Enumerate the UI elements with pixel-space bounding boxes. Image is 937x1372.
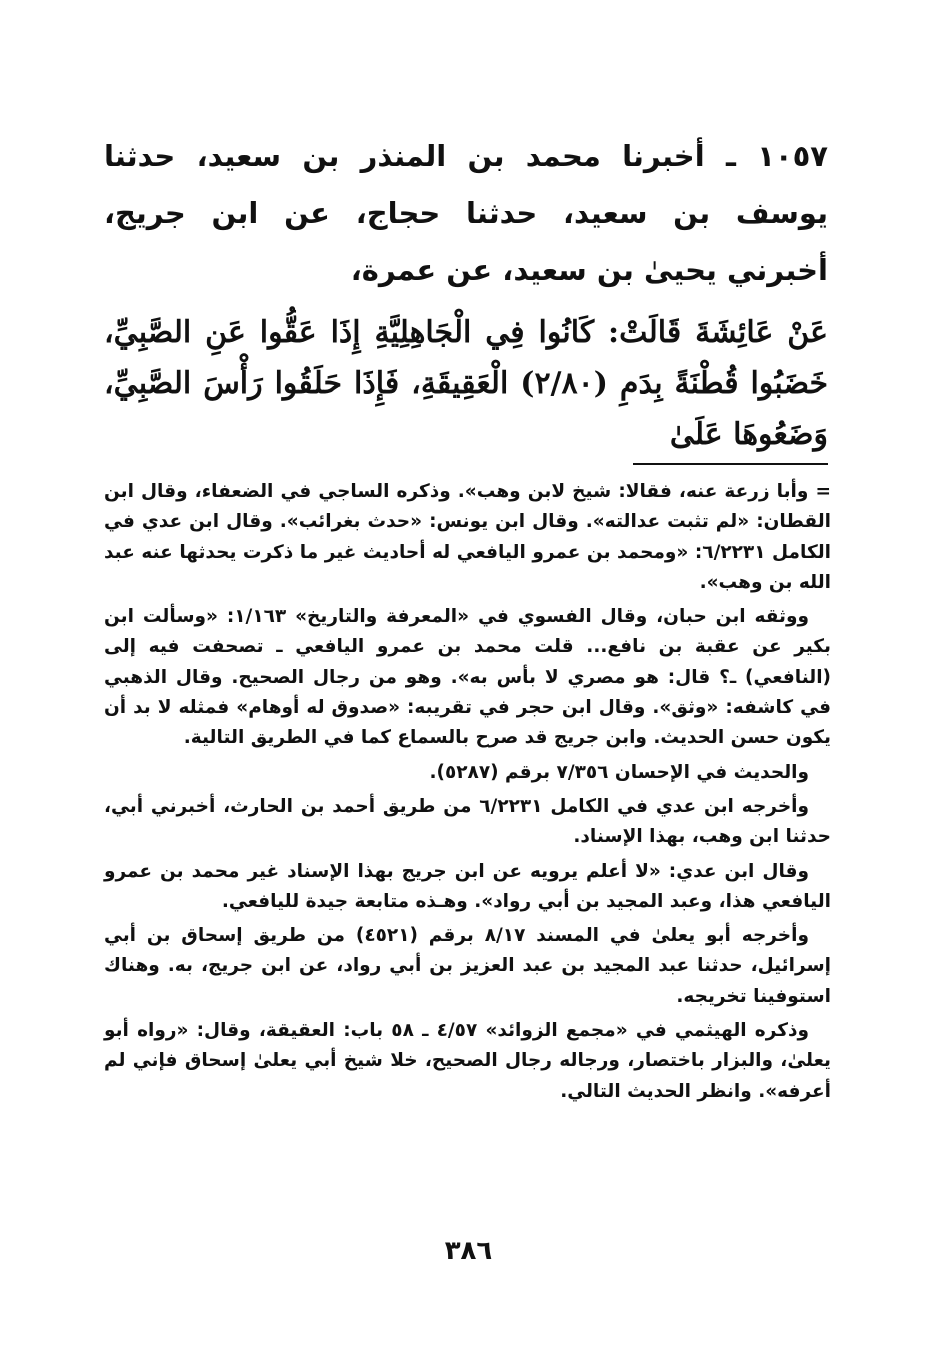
footnote-text: وأبا زرعة عنه، فقالا: شيخ لابن وهب». وذكره الساجي في الضعفاء، وقال ابن القطان: «لم تثبت عدالته». وقال ابن يونس: «حدث بغرائب». وقال ابن عدي في الكامل ٦/٢٢٣١: «ومحمد بن عمرو اليافعي له أحاديث غير ما ذكرت يحدثها عنه عبد الله بن وهب». — [104, 481, 831, 593]
footnote-paragraph: والحديث في الإحسان ٧/٣٥٦ برقم (٥٢٨٧). — [429, 761, 809, 783]
hadith-block — [104, 128, 828, 460]
hadith-isnad: أخبرنا محمد بن المنذر بن سعيد، حدثنا يوسف بن سعيد، حدثنا حجاج، عن ابن جريج، أخبرني يحيىٰ بن سعيد، عن عمرة، — [104, 139, 828, 287]
footnote-paragraph: وقال ابن عدي: «لا أعلم يرويه عن ابن جريج بهذا الإسناد غير محمد بن عمرو اليافعي هذا، وعبد المجيد بن أبي رواد». وهـذه متابعة جيدة لليافعي. — [104, 860, 831, 912]
footnote-paragraph: وأخرجه أبو يعلىٰ في المسند ٨/١٧ برقم (٤٥٢١) من طريق إسحاق بن أبي إسرائيل، حدثنا عبد المجيد بن عبد العزيز بن أبي رواد، عن ابن جريج، به. وهناك استوفينا تخريجه. — [104, 925, 831, 1007]
hadith-matn: عَنْ عَائِشَةَ قَالَتْ: كَانُوا فِي الْجَاهِلِيَّةِ إِذَا عَقُّوا عَنِ الصَّبِيِّ، خَضَبُوا قُطْنَةً بِدَمِ (٢/٨٠) الْعَقِيقَةِ، فَإِذَا حَلَقُوا رَأْسَ الصَّبِيِّ، وَضَعُوهَا عَلَىٰ — [104, 315, 829, 452]
footnote-paragraph: وذكره الهيثمي في «مجمع الزوائد» ٤/٥٧ ـ ٥٨ باب: العقيقة، وقال: «رواه أبو يعلىٰ، والبزار باختصار، ورجاله رجال الصحيح، خلا شيخ أبي يعلىٰ إسحاق فإني لم أعرفه». وانظر الحديث التالي. — [104, 1020, 831, 1102]
footnote-paragraph: ووثقه ابن حبان، وقال الفسوي في «المعرفة والتاريخ» ١/١٦٣: «وسألت ابن بكير عن عقبة بن نافع... قلت محمد بن عمرو اليافعي ـ تصحفت فيه إلى (النافعي) ـ؟ قال: هو مصري لا بأس به». وهو من رجال الصحيح. وقال الذهبي في كاشفه: «وثق». وقال ابن حجر في تقريبه: «صدوق له أوهام» فمثله لا بد أن يكون حسن الحديث. وابن جريج قد صرح بالسماع كما في الطريق التالية. — [104, 606, 831, 749]
hadith-number: ١٠٥٧ ـ — [725, 139, 828, 173]
footnote-paragraph: وأخرجه ابن عدي في الكامل ٦/٢٢٣١ من طريق أحمد بن الحارث، أخبرني أبي، حدثنا ابن وهب، بهذا الإسناد. — [104, 795, 831, 848]
footnote-divider — [633, 463, 828, 465]
continuation-mark: = — [815, 481, 831, 502]
hadith-isnad-paragraph — [104, 128, 828, 299]
footnotes-section — [104, 477, 831, 1111]
footnote-paragraph — [104, 477, 831, 598]
page-number: ٣٨٦ — [444, 1236, 493, 1266]
